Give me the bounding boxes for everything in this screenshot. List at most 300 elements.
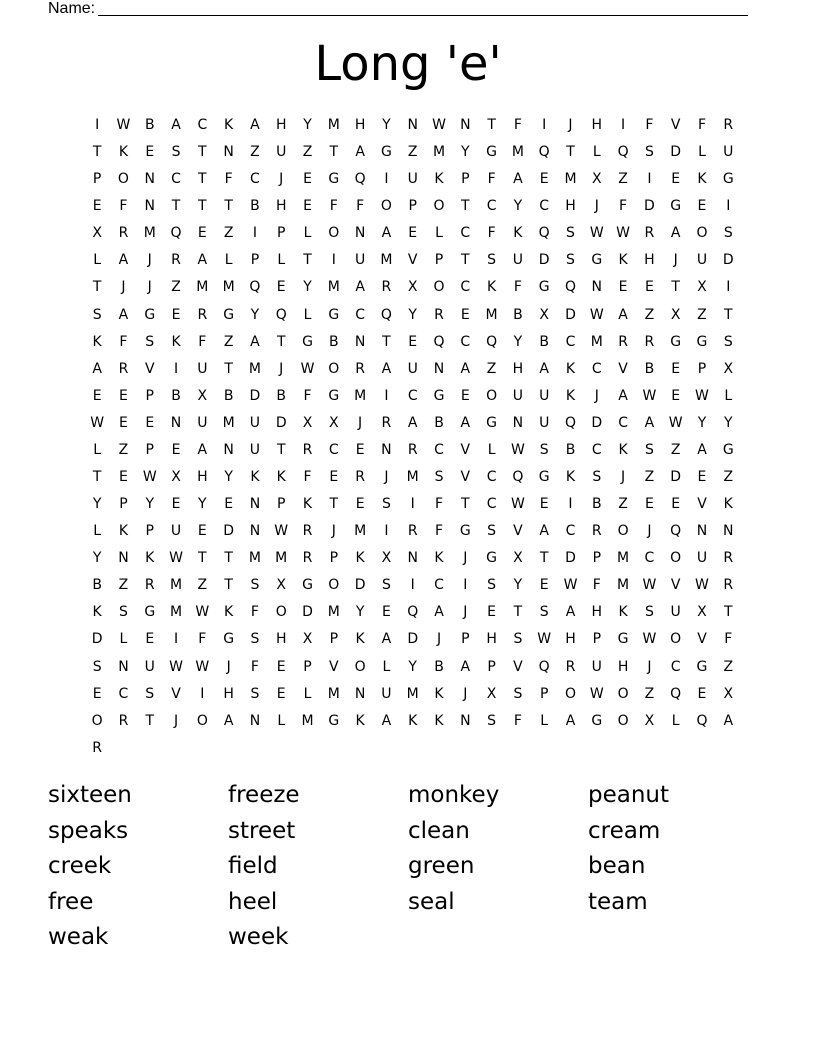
grid-letter: S [250,577,260,594]
grid-letter: W [90,414,105,431]
grid-letter: E [92,198,102,215]
grid-letter: G [722,171,734,188]
grid-letter: E [276,279,286,296]
grid-letter: T [461,252,470,269]
grid-letter: S [487,712,497,729]
grid-letter: V [618,360,628,377]
grid-letter: F [303,469,312,486]
grid-letter: L [277,712,286,729]
grid-letter: E [171,441,181,458]
grid-letter: O [433,198,445,215]
grid-letter: J [568,117,573,133]
grid-letter: E [460,387,470,404]
grid-letter: M [169,604,183,621]
grid-letter: N [354,333,366,350]
grid-letter: J [436,631,442,648]
grid-letter: Y [303,117,312,133]
grid-letter: K [565,360,576,377]
grid-letter: Q [354,171,366,188]
grid-letter: A [118,306,129,323]
grid-letter: M [275,550,288,567]
grid-letter: O [617,523,629,540]
grid-letter: Z [644,306,655,323]
grid-letter: E [539,577,549,594]
grid-letter: B [171,387,181,404]
grid-letter: H [644,252,655,269]
grid-letter: K [434,550,444,567]
grid-letter: L [435,225,443,242]
grid-letter: T [198,144,207,161]
grid-letter: K [118,523,129,540]
grid-letter: C [670,658,681,675]
grid-letter: G [591,252,603,269]
grid-letter: S [145,333,155,350]
grid-letter: V [460,469,471,486]
grid-letter: Z [644,685,655,702]
grid-letter: Q [407,604,419,621]
grid-letter: H [275,198,287,215]
grid-letter: E [671,360,681,377]
grid-letter: U [170,523,182,540]
grid-letter: S [644,441,654,458]
grid-letter: J [594,387,599,404]
grid-letter: U [197,360,208,377]
grid-letter: F [250,604,259,621]
grid-letter: P [92,171,102,188]
grid-letter: C [565,523,576,540]
word-list-item: free [48,888,94,915]
grid-letter: S [566,225,575,242]
grid-letter: A [539,360,549,377]
grid-letter: N [223,441,234,458]
grid-letter: G [670,198,682,215]
grid-letter: Q [564,414,576,431]
grid-letter: Z [223,225,234,242]
grid-letter: B [565,441,576,458]
grid-letter: W [589,306,604,323]
grid-letter: W [300,360,315,377]
grid-letter: T [276,441,286,458]
grid-letter: D [591,414,603,431]
grid-letter: H [486,631,497,648]
grid-letter: G [722,441,734,458]
grid-letter: K [92,604,102,621]
grid-letter: O [196,712,208,729]
word-list-item: freeze [228,782,300,808]
grid-letter: E [381,604,391,621]
grid-letter: U [512,387,524,404]
grid-letter: E [145,631,155,648]
grid-letter: A [460,658,471,675]
grid-letter: F [487,225,496,242]
grid-letter: G [459,523,471,540]
grid-letter: L [303,685,312,702]
grid-letter: C [118,685,129,702]
grid-letter: R [118,225,129,242]
grid-letter: X [644,712,655,729]
grid-letter: I [173,360,179,377]
grid-letter: F [645,117,654,133]
grid-letter: A [644,414,655,431]
grid-letter: B [92,577,102,594]
grid-letter: R [644,225,655,242]
word-list-item: sixteen [48,782,132,808]
grid-letter: A [197,252,208,269]
grid-letter: Y [408,658,417,675]
grid-letter: B [250,198,260,215]
grid-letter: S [487,523,497,540]
grid-letter: A [513,171,523,188]
grid-letter: X [302,414,313,431]
grid-letter: A [565,712,576,729]
grid-letter: E [276,685,286,702]
grid-letter: R [723,117,734,133]
grid-letter: F [434,496,444,513]
grid-letter: L [698,144,706,161]
grid-letter: U [670,604,681,621]
grid-letter: R [565,658,576,675]
grid-letter: S [539,604,549,621]
grid-letter: L [277,252,286,269]
grid-letter: W [537,631,552,648]
grid-letter: L [382,658,391,675]
grid-letter: L [592,144,601,161]
grid-letter: C [460,279,471,296]
grid-letter: F [513,117,522,133]
grid-letter: N [170,414,182,431]
grid-letter: Z [723,469,734,486]
grid-letter: L [119,631,128,648]
grid-letter: D [670,144,682,161]
grid-letter: B [223,387,234,404]
grid-letter: X [486,685,497,702]
grid-letter: C [486,469,497,486]
grid-letter: V [144,360,155,377]
grid-letter: H [591,604,603,621]
grid-letter: D [643,198,655,215]
grid-letter: D [670,469,682,486]
grid-letter: X [171,469,181,486]
grid-letter: E [171,306,181,323]
grid-letter: M [222,414,235,431]
grid-letter: K [434,712,444,729]
grid-letter: M [617,577,630,594]
grid-letter: C [591,441,602,458]
grid-letter: Z [171,279,181,296]
grid-letter: V [697,496,707,513]
grid-letter: H [512,360,524,377]
grid-letter: B [434,658,444,675]
grid-letter: A [355,279,365,296]
grid-letter: L [303,306,312,323]
grid-letter: T [329,496,339,513]
grid-letter: W [642,631,657,648]
grid-letter: L [540,712,549,729]
word-list-item: cream [588,817,661,844]
grid-letter: E [329,469,339,486]
word-list-item: speaks [48,817,129,844]
grid-letter: E [171,496,181,513]
grid-letter: M [301,712,314,729]
grid-letter: Q [275,306,287,323]
grid-letter: F [303,387,312,404]
grid-letter: U [144,658,155,675]
grid-letter: F [198,333,207,350]
grid-letter: P [592,631,602,648]
grid-letter: S [723,225,733,242]
grid-letter: W [563,577,578,594]
grid-letter: X [670,306,681,323]
grid-letter: N [144,198,155,215]
grid-letter: C [460,225,471,242]
grid-letter: K [302,496,313,513]
grid-letter: T [382,333,391,350]
grid-letter: T [92,469,102,486]
word-list [48,778,768,956]
grid-letter: K [118,144,129,161]
word-list-item: clean [408,817,470,844]
grid-letter: T [224,360,233,377]
grid-letter: U [354,252,366,269]
grid-letter: Z [223,333,234,350]
grid-letter: I [410,577,415,594]
grid-letter: G [486,144,498,161]
grid-letter: N [354,685,366,702]
grid-letter: O [433,279,445,296]
grid-letter: J [331,523,336,540]
grid-letter: J [358,414,363,431]
grid-letter: E [644,496,654,513]
grid-letter: W [616,225,630,242]
grid-letter: P [250,252,260,269]
grid-letter: E [119,469,128,486]
grid-letter: Q [433,333,445,350]
grid-letter: E [460,306,470,323]
grid-letter: N [591,279,603,296]
grid-letter: O [328,225,340,242]
grid-letter: R [92,739,103,756]
grid-letter: O [91,712,103,729]
grid-letter: S [487,577,497,594]
grid-letter: K [224,117,234,133]
word-list-item: street [228,817,296,844]
grid-letter: G [433,387,445,404]
grid-letter: I [200,685,205,702]
grid-letter: E [671,387,681,404]
grid-letter: U [539,414,550,431]
grid-letter: Q [670,523,682,540]
grid-letter: Y [145,496,155,513]
grid-letter: G [302,333,313,350]
grid-letter: S [513,631,523,648]
grid-letter: K [487,279,497,296]
grid-letter: F [329,198,338,215]
grid-letter: E [671,496,681,513]
grid-letter: R [381,414,392,431]
grid-letter: K [224,604,234,621]
grid-letter: U [249,441,261,458]
grid-letter: O [670,550,682,567]
grid-letter: N [144,171,155,188]
grid-letter: P [277,225,286,242]
grid-letter: M [248,550,261,567]
grid-letter: Q [249,279,261,296]
grid-letter: C [355,306,365,323]
grid-letter: B [144,117,155,133]
grid-letter: N [460,712,471,729]
grid-letter: Z [486,360,497,377]
grid-letter: F [434,523,444,540]
grid-letter: S [644,144,654,161]
grid-letter: E [408,225,418,242]
word-list-item: team [588,888,648,915]
grid-letter: H [565,631,576,648]
name-underline[interactable] [98,14,748,16]
grid-letter: L [724,387,733,404]
grid-letter: Q [486,333,498,350]
grid-letter: S [513,685,523,702]
grid-letter: G [538,469,550,486]
grid-letter: R [197,306,208,323]
grid-letter: K [513,225,523,242]
grid-letter: N [354,225,366,242]
grid-letter: Z [302,144,313,161]
grid-letter: W [195,658,210,675]
grid-letter: R [302,441,313,458]
grid-letter: F [487,171,496,188]
grid-letter: L [93,441,102,458]
grid-letter: A [197,441,208,458]
grid-letter: J [594,198,599,215]
grid-letter: D [223,523,235,540]
grid-letter: Y [250,306,260,323]
grid-letter: B [591,496,602,513]
grid-letter: K [565,387,576,404]
grid-letter: S [723,333,733,350]
grid-letter: H [197,469,208,486]
grid-letter: A [250,333,260,350]
grid-letter: T [671,279,680,296]
grid-letter: F [250,658,259,675]
grid-letter: E [145,144,155,161]
grid-letter: M [590,333,603,350]
grid-letter: A [223,712,234,729]
grid-letter: R [355,360,365,377]
grid-letter: Z [618,496,628,513]
grid-letter: C [407,387,418,404]
grid-letter: S [381,577,391,594]
grid-letter: A [381,225,392,242]
grid-letter: X [697,279,707,296]
grid-letter: W [589,685,604,702]
grid-letter: X [723,360,734,377]
grid-letter: W [642,577,657,594]
grid-letter: Q [696,712,708,729]
grid-letter: T [461,198,470,215]
grid-letter: C [434,441,444,458]
grid-letter: H [223,685,234,702]
grid-letter: E [618,279,628,296]
grid-letter: Q [564,279,576,296]
grid-letter: U [407,360,418,377]
grid-letter: P [461,171,470,188]
grid-letter: J [173,712,179,729]
grid-letter: A [92,360,102,377]
grid-letter: Y [92,496,102,513]
grid-letter: F [513,712,522,729]
grid-letter: J [279,360,284,377]
grid-letter: E [697,685,707,702]
word-list-item: monkey [408,782,500,808]
grid-letter: I [726,279,731,296]
grid-letter: G [144,604,156,621]
grid-letter: W [695,387,709,404]
word-list-item: peanut [588,782,670,808]
grid-letter: A [618,387,628,404]
grid-letter: I [647,171,652,188]
grid-letter: A [407,414,418,431]
grid-letter: W [642,387,657,404]
grid-letter: I [331,252,336,269]
grid-letter: R [644,333,655,350]
grid-letter: J [121,279,126,296]
grid-letter: G [670,333,682,350]
grid-letter: U [381,685,392,702]
grid-letter: B [329,333,339,350]
grid-letter: Y [513,577,523,594]
grid-letter: E [644,279,654,296]
grid-letter: M [327,685,340,702]
grid-letter: Q [380,306,392,323]
grid-letter: Z [250,144,260,161]
grid-letter: M [432,144,446,161]
grid-letter: Y [303,279,312,296]
grid-letter: X [276,577,287,594]
grid-letter: I [252,225,257,242]
name-field[interactable] [48,0,748,18]
grid-letter: K [355,712,365,729]
grid-letter: T [224,198,233,215]
grid-letter: S [381,496,391,513]
grid-letter: T [461,496,470,513]
grid-letter: R [118,360,129,377]
grid-letter: D [302,604,313,621]
grid-letter: I [384,387,389,404]
grid-letter: E [276,658,286,675]
grid-letter: V [670,577,681,594]
grid-letter: W [116,117,131,133]
grid-letter: T [513,604,523,621]
grid-letter: E [303,198,312,215]
grid-letter: P [145,523,154,540]
grid-letter: G [328,712,340,729]
grid-letter: G [302,577,313,594]
grid-letter: S [145,685,155,702]
grid-letter: S [539,441,549,458]
grid-letter: S [592,469,602,486]
grid-letter: Y [355,604,365,621]
grid-letter: B [539,333,549,350]
grid-letter: L [487,441,496,458]
grid-letter: M [143,225,156,242]
grid-letter: R [723,577,734,594]
grid-letter: D [565,550,576,567]
grid-letter: A [723,712,734,729]
grid-letter: R [171,252,181,269]
grid-letter: Y [92,550,102,567]
grid-letter: E [697,469,707,486]
grid-letter: W [274,523,289,540]
